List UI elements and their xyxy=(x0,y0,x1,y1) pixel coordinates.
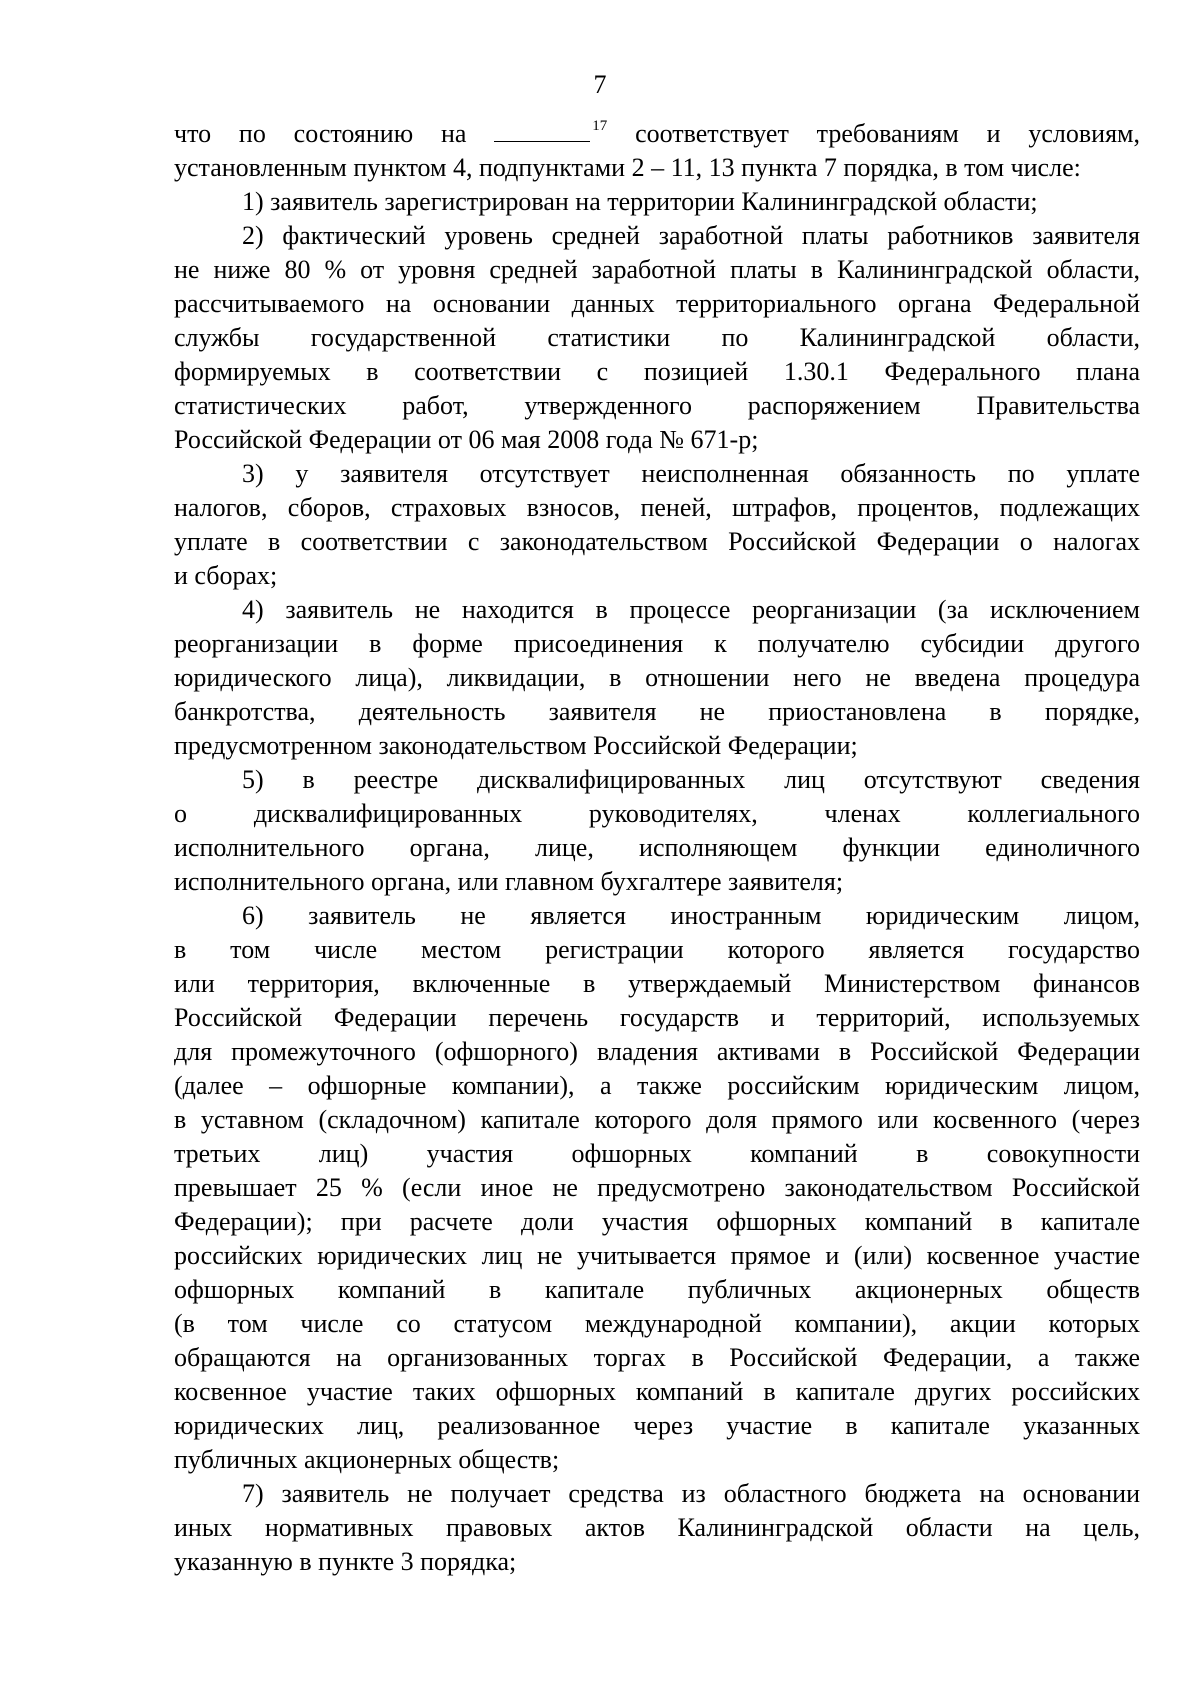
text-line: установленным пунктом 4, подпунктами 2 – 11, 13 пункта 7 порядка, в том числе: xyxy=(174,153,1081,182)
footnote-marker: 17 xyxy=(592,118,608,134)
text-line: 1) заявитель зарегистрирован на территории Калининградской области; xyxy=(242,187,1038,216)
text-lines xyxy=(174,151,1140,1579)
text-line: юридического лица), ликвидации, в отношении него не введена процедура xyxy=(174,663,1140,692)
text-line: уплате в соответствии с законодательством Российской Федерации о налогах xyxy=(174,527,1140,556)
text-line: формируемых в соответствии с позицией 1.30.1 Федерального плана xyxy=(174,357,1140,386)
page-number: 7 xyxy=(593,70,607,99)
text-line: в том числе местом регистрации которого является государство xyxy=(174,935,1140,964)
text-line: превышает 25 % (если иное не предусмотрено законодательством Российской xyxy=(174,1173,1140,1202)
text-line: офшорных компаний в капитале публичных акционерных обществ xyxy=(174,1275,1140,1304)
first-line-end: соответствует требованиям и условиям, xyxy=(635,119,1140,148)
text-line: реорганизации в форме присоединения к получателю субсидии другого xyxy=(174,629,1140,658)
text-line: иных нормативных правовых актов Калининградской области на цель, xyxy=(174,1513,1140,1542)
text-line: налогов, сборов, страховых взносов, пеней, штрафов, процентов, подлежащих xyxy=(174,493,1140,522)
text-line: Российской Федерации перечень государств и территорий, используемых xyxy=(174,1003,1140,1032)
text-line: банкротства, деятельность заявителя не приостановлена в порядке, xyxy=(174,697,1140,726)
text-line: исполнительного органа, лице, исполняющем функции единоличного xyxy=(174,833,1140,862)
text-line: и сборах; xyxy=(174,561,278,590)
text-line: косвенное участие таких офшорных компаний в капитале других российских xyxy=(174,1377,1140,1406)
text-line: юридических лиц, реализованное через участие в капитале указанных xyxy=(174,1411,1140,1440)
first-line-start: что по состоянию на xyxy=(174,119,467,148)
date-blank-field xyxy=(494,119,590,142)
text-line: не ниже 80 % от уровня средней заработной платы в Калининградской области, xyxy=(174,255,1140,284)
text-line: исполнительного органа, или главном бухгалтере заявителя; xyxy=(174,867,844,896)
document-body xyxy=(174,117,1140,1579)
text-line: российских юридических лиц не учитывается прямое и (или) косвенное участие xyxy=(174,1241,1140,1270)
text-line: рассчитываемого на основании данных территориального органа Федеральной xyxy=(174,289,1140,318)
text-line: статистических работ, утвержденного распоряжением Правительства xyxy=(174,391,1140,420)
text-line: в уставном (складочном) капитале которого доля прямого или косвенного (через xyxy=(174,1105,1140,1134)
text-line: 4) заявитель не находится в процессе реорганизации (за исключением xyxy=(242,595,1140,624)
text-line: или территория, включенные в утверждаемый Министерством финансов xyxy=(174,969,1140,998)
text-line: Федерации); при расчете доли участия офшорных компаний в капитале xyxy=(174,1207,1140,1236)
text-line: публичных акционерных обществ; xyxy=(174,1445,560,1474)
text-line: указанную в пункте 3 порядка; xyxy=(174,1547,517,1576)
text-line: для промежуточного (офшорного) владения активами в Российской Федерации xyxy=(174,1037,1140,1066)
text-line: обращаются на организованных торгах в Российской Федерации, а также xyxy=(174,1343,1140,1372)
text-line: о дисквалифицированных руководителях, членах коллегиального xyxy=(174,799,1140,828)
first-line xyxy=(174,117,1140,151)
text-line: Российской Федерации от 06 мая 2008 года № 671-р; xyxy=(174,425,759,454)
text-line: (в том числе со статусом международной компании), акции которых xyxy=(174,1309,1140,1338)
text-line: третьих лиц) участия офшорных компаний в совокупности xyxy=(174,1139,1140,1168)
text-line: предусмотренном законодательством Российской Федерации; xyxy=(174,731,858,760)
text-line: 6) заявитель не является иностранным юридическим лицом, xyxy=(242,901,1140,930)
text-line: 5) в реестре дисквалифицированных лиц отсутствуют сведения xyxy=(242,765,1140,794)
text-line: 2) фактический уровень средней заработной платы работников заявителя xyxy=(242,221,1140,250)
text-line: службы государственной статистики по Калининградской области, xyxy=(174,323,1140,352)
text-line: (далее – офшорные компании), а также российским юридическим лицом, xyxy=(174,1071,1140,1100)
text-line: 7) заявитель не получает средства из областного бюджета на основании xyxy=(242,1479,1140,1508)
text-line: 3) у заявителя отсутствует неисполненная обязанность по уплате xyxy=(242,459,1140,488)
